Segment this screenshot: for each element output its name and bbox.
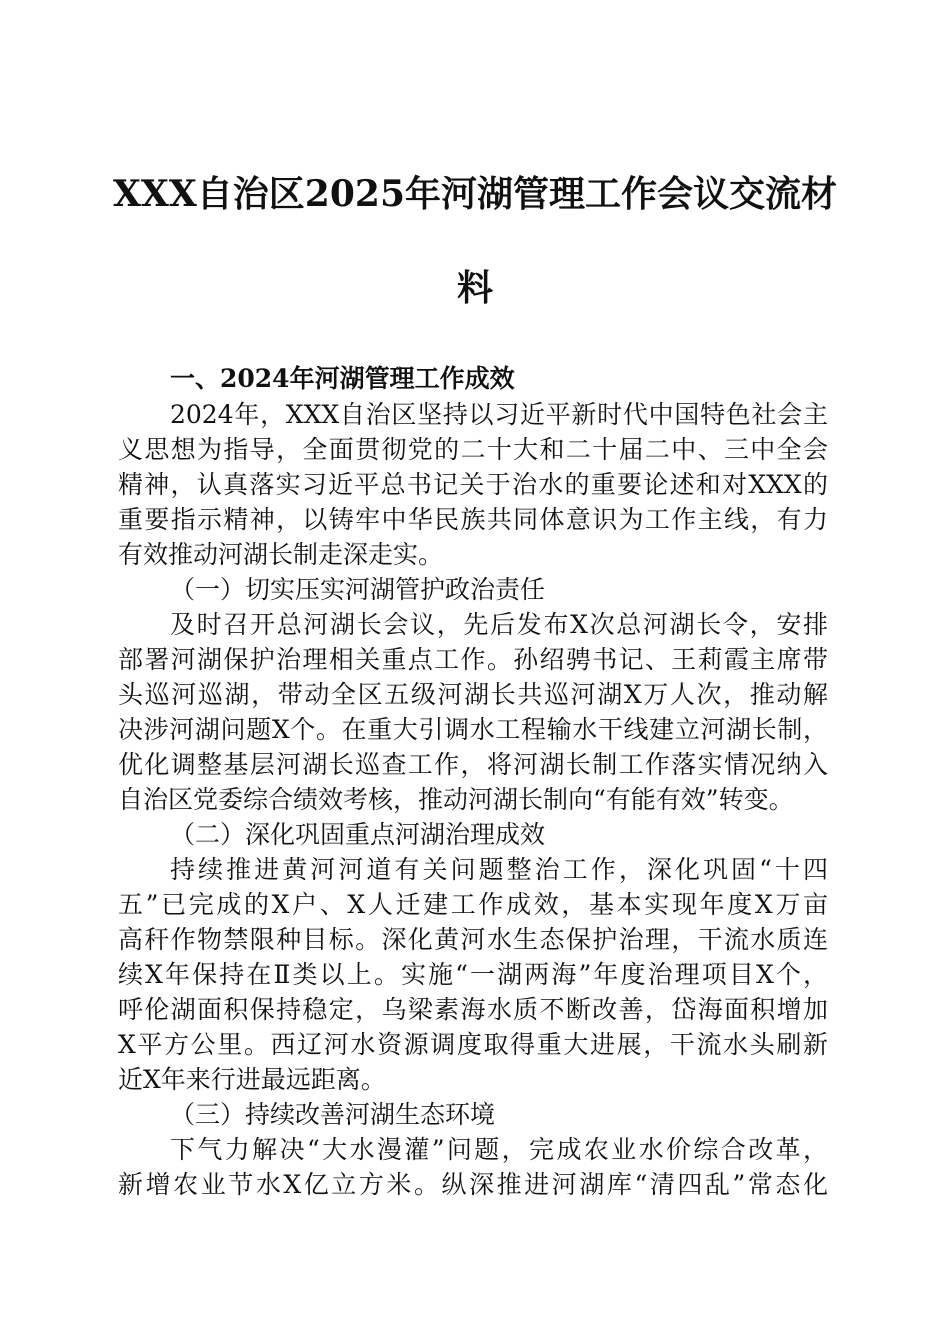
subsection-heading: （一）切实压实河湖管护政治责任 [170,575,546,604]
paragraph-line: 持续推进黄河河道有关问题整治工作，深化巩固“十四 [170,855,828,884]
paragraph-line: 自治区党委综合绩效考核，推动河湖长制向“有能有效”转变。 [118,785,794,814]
section-heading: 一、2024年河湖管理工作成效 [170,364,515,393]
paragraph-line: 优化调整基层河湖长巡查工作，将河湖长制工作落实情况纳入 [118,750,828,779]
paragraph-line: 部署河湖保护治理相关重点工作。孙绍骋书记、王莉霞主席带 [118,645,828,674]
subsection-heading: （二）深化巩固重点河湖治理成效 [170,820,546,849]
paragraph-line: 高秆作物禁限种目标。深化黄河水生态保护治理，干流水质连 [118,925,828,954]
subsection-heading: （三）持续改善河湖生态环境 [170,1100,496,1129]
paragraph-line: 精神，认真落实习近平总书记关于治水的重要论述和对XXX的 [118,470,828,499]
paragraph-line: 及时召开总河湖长会议，先后发布X次总河湖长令，安排 [170,610,828,639]
paragraph-line: 有效推动河湖长制走深走实。 [118,540,444,569]
document-title-line-1: XXX自治区2025年河湖管理工作会议交流材 [113,173,837,215]
paragraph-line: 决涉河湖问题X个。在重大引调水工程输水干线建立河湖长制， [118,715,828,744]
paragraph-line: 近X年来行进最远距离。 [118,1065,386,1094]
paragraph-line: 新增农业节水X亿立方米。纵深推进河湖库“清四乱”常态化 [118,1170,828,1199]
paragraph-line: 头巡河巡湖，带动全区五级河湖长共巡河湖X万人次，推动解 [118,680,828,709]
document-title-line-2: 料 [456,267,493,309]
paragraph-line: 续X年保持在Ⅱ类以上。实施“一湖两海”年度治理项目X个， [118,960,828,989]
paragraph-line: 呼伦湖面积保持稳定，乌梁素海水质不断改善，岱海面积增加 [118,995,828,1024]
paragraph-line: 重要指示精神，以铸牢中华民族共同体意识为工作主线，有力 [118,505,828,534]
paragraph-line: 五”已完成的X户、X人迁建工作成效，基本实现年度X万亩 [118,890,828,919]
paragraph-line: 2024年，XXX自治区坚持以习近平新时代中国特色社会主 [170,400,828,429]
paragraph-line: X平方公里。西辽河水资源调度取得重大进展，干流水头刷新 [118,1030,828,1059]
paragraph-line: 下气力解决“大水漫灌”问题，完成农业水价综合改革， [170,1135,828,1164]
paragraph-line: 义思想为指导，全面贯彻党的二十大和二十届二中、三中全会 [118,435,828,464]
